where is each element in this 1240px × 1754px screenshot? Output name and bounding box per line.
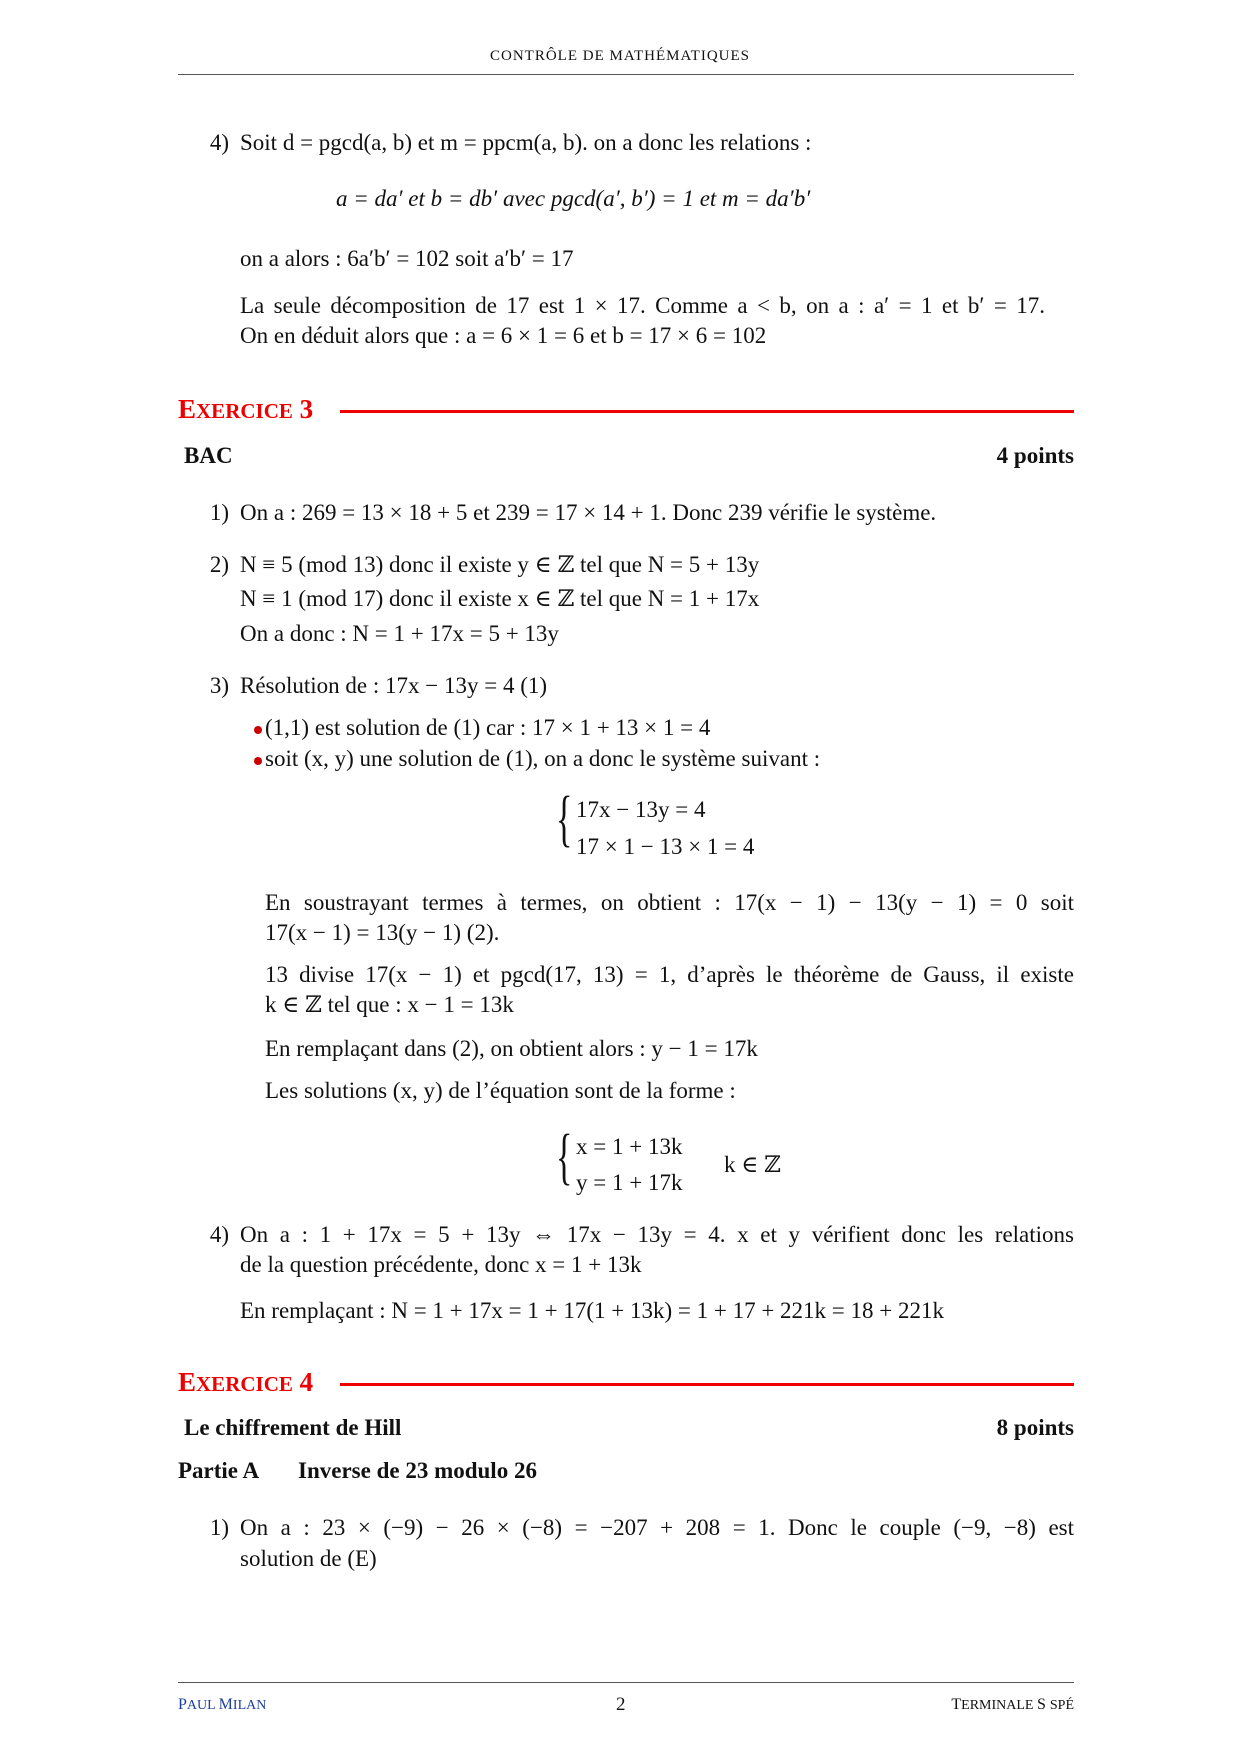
text-line: on a alors : 6a′b′ = 102 soit a′b′ = 17 [240,246,574,271]
title-number: 3 [299,394,314,424]
exercise-4-rule [340,1383,1074,1386]
exercise-4-subtitle: Le chiffrement de Hill [184,1415,402,1440]
exercise-3-rule [340,410,1074,413]
author-initial: P [178,1696,187,1713]
text-line: k ∈ ℤ tel que : x − 1 = 13k [265,992,514,1017]
question-number: 1) [209,1515,229,1540]
exercise-4-title [178,1367,313,1398]
title-smallcaps: XERCICE [196,1372,293,1396]
text-line: Les solutions (x, y) de l’équation sont de la forme : [265,1078,736,1103]
system-equation: 17 × 1 − 13 × 1 = 4 [576,834,755,859]
text-line: 13 divise 17(x − 1) et pgcd(17, 13) = 1, d’après le théorème de Gauss, il existe [265,962,1074,987]
title-initial: E [178,394,197,424]
text-line: On a : 23 × (−9) − 26 × (−8) = −207 + 208 = 1. Donc le couple (−9, −8) est [240,1515,1074,1540]
text-line: On a : 269 = 13 × 18 + 5 et 239 = 17 × 14 + 1. Donc 239 vérifie le système. [240,500,937,525]
bullet-icon [254,726,262,734]
text-line: En soustrayant termes à termes, on obtient : 17(x − 1) − 13(y − 1) = 0 soit [265,890,1074,915]
text-line: de la question précédente, donc x = 1 + 13k [240,1252,642,1277]
math-relations: a = da′ et b = db′ avec pgcd(a′, b′) = 1 et m = da′b′ [336,186,811,211]
bullet-text: (1,1) est solution de (1) car : 17 × 1 + 13 × 1 = 4 [265,715,711,740]
system-equation: x = 1 + 13k [576,1134,683,1159]
text-line: N ≡ 5 (mod 13) donc il existe y ∈ ℤ tel que N = 5 + 13y [240,552,760,577]
system-equation: y = 1 + 17k [576,1170,683,1195]
text-line: solution de (E) [240,1546,377,1571]
text-line: Soit d = pgcd(a, b) et m = ppcm(a, b). on a donc les relations : [240,130,812,155]
text-line: On en déduit alors que : a = 6 × 1 = 6 et b = 17 × 6 = 102 [240,323,767,348]
title-initial: E [178,1367,197,1397]
footer-author [178,1696,266,1714]
title-number: 4 [299,1367,314,1397]
text-line: N ≡ 1 (mod 17) donc il existe x ∈ ℤ tel que N = 1 + 17x [240,586,760,611]
exercise-3-points: 4 points [996,443,1074,468]
exercise-3-subtitle: BAC [184,443,233,468]
question-number: 2) [209,552,229,577]
footer-class [951,1696,1074,1714]
partie-label: Partie A [178,1458,260,1483]
left-brace-icon: { [556,785,573,853]
bullet-text: soit (x, y) une solution de (1), on a donc le système suivant : [265,746,821,771]
partie-title: Inverse de 23 modulo 26 [298,1458,537,1483]
question-number: 4) [209,130,229,155]
text-line: Résolution de : 17x − 13y = 4 (1) [240,673,548,698]
footer-rule [178,1682,1074,1683]
author-smallcaps: ILAN [232,1698,267,1713]
exercise-4-points: 8 points [996,1415,1074,1440]
title-smallcaps: XERCICE [196,399,293,423]
text-line: En remplaçant dans (2), on obtient alors : y − 1 = 17k [265,1036,758,1061]
class-initial: T [951,1696,962,1713]
exercise-3-title [178,394,313,425]
author-initial: M [218,1696,233,1713]
class-smallcaps: SPÉ [1049,1698,1074,1713]
text-line: On a donc : N = 1 + 17x = 5 + 13y [240,621,559,646]
class-letter: S [1036,1696,1050,1713]
text-line: La seule décomposition de 17 est 1 × 17. Comme a < b, on a : a′ = 1 et b′ = 17. [240,293,1045,318]
question-number: 3) [209,673,229,698]
page-number: 2 [616,1694,626,1715]
system-equation: 17x − 13y = 4 [576,797,706,822]
question-number: 4) [209,1222,229,1247]
text-line: 17(x − 1) = 13(y − 1) (2). [265,920,500,945]
question-number: 1) [209,500,229,525]
left-brace-icon: { [556,1123,573,1191]
author-smallcaps: AUL [186,1698,219,1713]
text-line: En remplaçant : N = 1 + 17x = 1 + 17(1 + 13k) = 1 + 17 + 221k = 18 + 221k [240,1298,944,1323]
system-parameter: k ∈ ℤ [724,1152,781,1177]
header-rule [178,74,1074,75]
text-line: On a : 1 + 17x = 5 + 13y ⇔ 17x − 13y = 4. x et y vérifient donc les relations [240,1222,1074,1247]
class-smallcaps: ERMINALE [961,1698,1037,1713]
bullet-icon [254,757,262,765]
page-header-title: CONTRÔLE DE MATHÉMATIQUES [490,48,750,64]
